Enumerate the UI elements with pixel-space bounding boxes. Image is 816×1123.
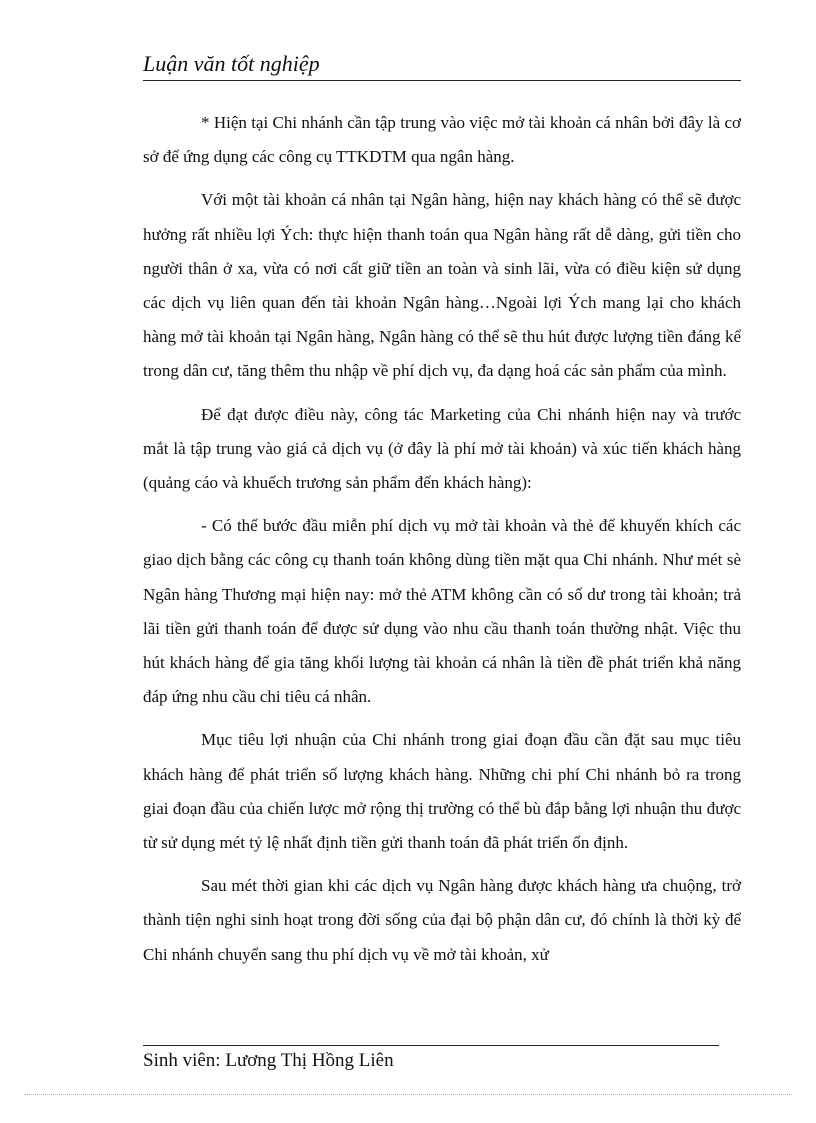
page-header: [143, 50, 741, 81]
page-bottom-edge: [24, 1094, 792, 1095]
document-body: [143, 106, 741, 981]
footer-author: Sinh viên: Lương Thị Hồng Liên: [143, 1050, 394, 1071]
header-title: Luận văn tốt nghiệp: [143, 51, 320, 76]
page-footer: [143, 1045, 719, 1074]
paragraph: Mục tiêu lợi nhuận của Chi nhánh trong giai đoạn đầu cần đặt sau mục tiêu khách hàng để phát triển số lượng khách hàng. Những chi phí Chi nhánh bỏ ra trong giai đoạn đầu của chiến lược mở rộng thị trường có thể bù đắp bằng lợi nhuận thu được từ sử dụng mét tỷ lệ nhất định tiền gửi thanh toán đã phát triển ổn định.: [143, 730, 741, 853]
paragraph: Sau mét thời gian khi các dịch vụ Ngân hàng được khách hàng ưa chuộng, trở thành tiện nghi sinh hoạt trong đời sống của đại bộ phận dân cư, đó chính là thời kỳ để Chi nhánh chuyển sang thu phí dịch vụ về mở tài khoản, xử: [143, 876, 741, 964]
paragraph: Với một tài khoản cá nhân tại Ngân hàng, hiện nay khách hàng có thể sẽ được hưởng rất nhiều lợi Ých: thực hiện thanh toán qua Ngân hàng rất dễ dàng, gửi tiền cho người thân ở xa, vừa có nơi cất giữ tiền an toàn và sinh lãi, vừa có điều kiện sử dụng các dịch vụ liên quan đến tài khoản Ngân hàng…Ngoài lợi Ých mang lại cho khách hàng mở tài khoản tại Ngân hàng, Ngân hàng có thể sẽ thu hút được lượng tiền đáng kể trong dân cư, tăng thêm thu nhập về phí dịch vụ, đa dạng hoá các sản phẩm của mình.: [143, 190, 741, 381]
paragraph: Để đạt được điều này, công tác Marketing của Chi nhánh hiện nay và trước mắt là tập trung vào giá cả dịch vụ (ở đây là phí mở tài khoản) và xúc tiến khách hàng (quảng cáo và khuếch trương sản phẩm đến khách hàng):: [143, 404, 741, 493]
paragraph: - Có thể bước đầu miễn phí dịch vụ mở tài khoản và thẻ để khuyến khích các giao dịch bằng các công cụ thanh toán không dùng tiền mặt qua Chi nhánh. Như mét sè Ngân hàng Thương mại hiện nay: mở thẻ ATM không cần có số dư trong tài khoản; trả lãi tiền gửi thanh toán để được sử dụng vào nhu cầu thanh toán thường nhật. Việc thu hút khách hàng để gia tăng khối lượng tài khoản cá nhân là tiền đề phát triển khả năng đáp ứng nhu cầu chi tiêu cá nhân.: [143, 516, 741, 707]
paragraph: * Hiện tại Chi nhánh cần tập trung vào việc mở tài khoản cá nhân bởi đây là cơ sở để ứng dụng các công cụ TTKDTM qua ngân hàng.: [143, 113, 741, 167]
